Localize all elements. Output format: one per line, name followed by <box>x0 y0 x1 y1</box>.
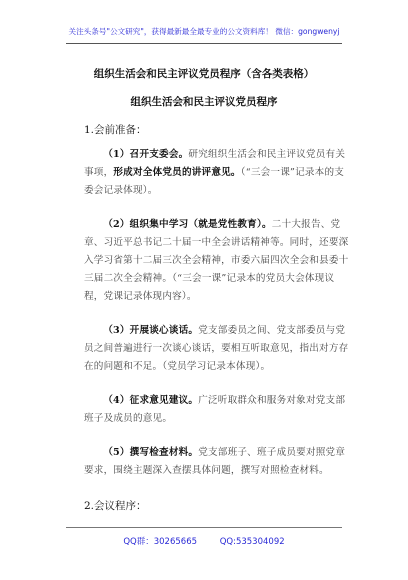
item-4-lead: （4）征求意见建议。 <box>103 395 199 406</box>
paragraph-item-4 <box>84 392 352 428</box>
item-5-lead: （5）撰写检查材料。 <box>103 447 199 458</box>
section-heading-preparation: 1.会前准备： <box>84 124 147 136</box>
item-1-text-b: （“三会一课”记录本的支委会记录体现）。 <box>84 167 345 196</box>
item-5-text: 党支部班子、班子成员要对照党章要求，围绕主题深入查摆具体问题，撰写对照检查材料。 <box>84 447 346 476</box>
item-3-text: 党支部委员之间、党支部委员与党员之间普遍进行一次谈心谈话，要相互听取意见，指出对方存在的问题和不足。（党员学习记录本体现）。 <box>84 325 349 372</box>
footer-qq-group: QQ群：30265665 <box>123 537 198 547</box>
item-2-text: 二十大报告、党章、习近平总书记二十届一中全会讲话精神等。同时，还要深入学习省第十二届三次全会精神，市委六届四次全会和县委十三届二次全会精神。（“三会一课”记录本的党员大会体现议程，党课记录体现内容）。 <box>84 219 349 302</box>
section-heading-procedure: 2.会议程序： <box>84 500 147 512</box>
item-2-lead: （2）组织集中学习（就是党性教育）。 <box>103 219 272 230</box>
footer-qq-number: QQ:535304092 <box>219 537 285 547</box>
item-1-bold-mid: 形成对全体党员的讲评意见。 <box>113 167 241 178</box>
paragraph-item-2 <box>84 216 352 306</box>
item-3-lead: （3）开展谈心谈话。 <box>103 325 199 336</box>
paragraph-item-5 <box>84 444 352 480</box>
document-title: 组织生活会和民主评议党员程序（含各类表格） <box>93 68 315 80</box>
footer-divider <box>66 527 342 528</box>
paragraph-item-3 <box>84 322 352 376</box>
item-4-text: 广泛听取群众和服务对象对党支部班子及成员的意见。 <box>84 395 346 424</box>
document-subtitle: 组织生活会和民主评议党员程序 <box>130 96 278 108</box>
item-1-lead: （1）召开支委会。 <box>103 149 189 160</box>
item-1-text-a: 研究组织生活会和民主评议党员有关事项， <box>84 149 346 178</box>
header-divider <box>66 43 342 44</box>
page-footer <box>0 535 408 547</box>
page-header-banner: 关注头条号"公文研究"，获得最新最全最专业的公文资料库！ 微信：gongwenyj <box>68 27 340 36</box>
paragraph-item-1 <box>84 146 352 200</box>
